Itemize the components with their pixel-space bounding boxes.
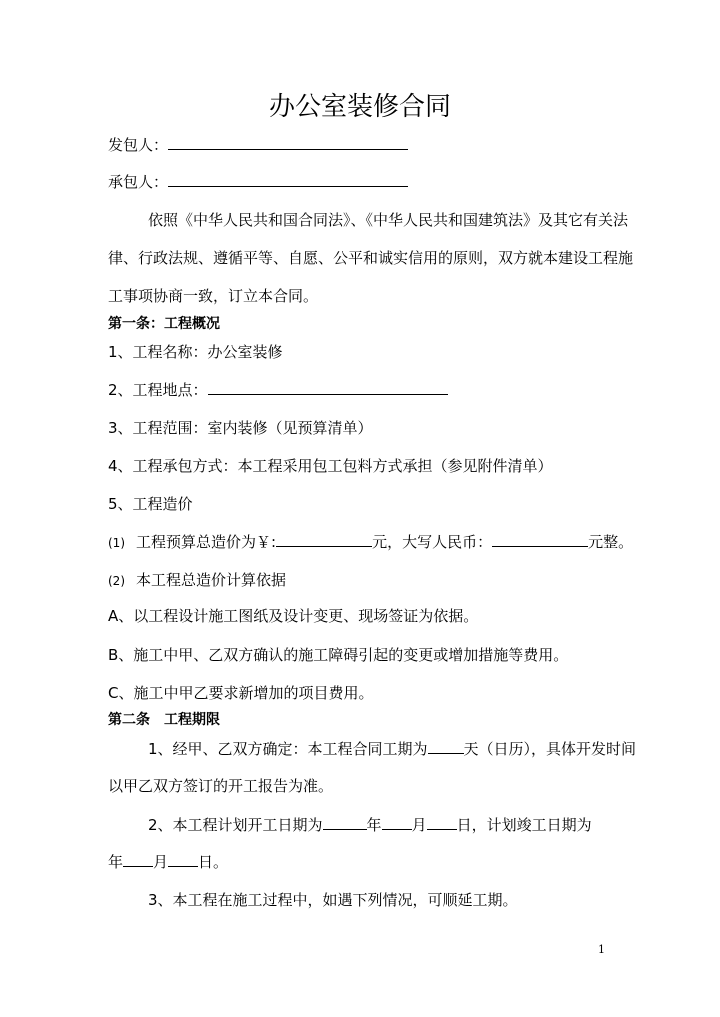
end-month-blank bbox=[123, 852, 153, 867]
location-blank bbox=[208, 380, 448, 395]
term-2-year-2: 年 bbox=[108, 853, 124, 871]
sub-item-1-line bbox=[108, 532, 633, 553]
end-day-blank bbox=[168, 852, 198, 867]
term-2-day: 日，计划竣工日期为 bbox=[456, 816, 592, 834]
article-2-heading: 第二条 工程期限 bbox=[108, 712, 220, 728]
intro-line-2: 律、行政法规、遵循平等、自愿、公平和诚实信用的原则，双方就本建设工程施 bbox=[108, 249, 634, 267]
party-a-label: 发包人： bbox=[108, 136, 169, 154]
article-1-heading: 第一条：工程概况 bbox=[108, 316, 220, 332]
term-2-line-2 bbox=[108, 852, 228, 872]
term-2-month-2: 月 bbox=[153, 853, 169, 871]
item-1: 1、工程名称：办公室装修 bbox=[108, 343, 283, 361]
party-a-blank bbox=[168, 135, 408, 150]
price-words-blank bbox=[492, 532, 588, 547]
term-3: 3、本工程在施工过程中，如遇下列情况，可顺延工期。 bbox=[148, 891, 518, 909]
party-b-line bbox=[108, 172, 408, 192]
sub-item-2-num: (2) bbox=[108, 574, 125, 588]
term-1-text-a: 1、经甲、乙双方确定：本工程合同工期为 bbox=[148, 740, 428, 758]
term-2-line bbox=[148, 815, 592, 835]
item-3: 3、工程范围：室内装修（见预算清单） bbox=[108, 419, 373, 437]
sub-item-1-text-b: 元，大写人民币： bbox=[372, 533, 493, 551]
party-b-blank bbox=[168, 172, 408, 187]
basis-c: C、施工中甲乙要求新增加的项目费用。 bbox=[108, 684, 374, 702]
term-2-day-2: 日。 bbox=[198, 853, 229, 871]
item-5: 5、工程造价 bbox=[108, 495, 193, 513]
page-number: 1 bbox=[598, 943, 605, 956]
basis-a: A、以工程设计施工图纸及设计变更、现场签证为依据。 bbox=[108, 607, 479, 625]
start-day-blank bbox=[427, 815, 457, 830]
sub-item-1-text-c: 元整。 bbox=[588, 533, 634, 551]
sub-item-2-line bbox=[108, 570, 286, 591]
document-title: 办公室装修合同 bbox=[268, 92, 451, 122]
party-a-line bbox=[108, 135, 408, 155]
basis-b: B、施工中甲、乙双方确认的施工障碍引起的变更或增加措施等费用。 bbox=[108, 646, 569, 664]
sub-item-2-text: 本工程总造价计算依据 bbox=[136, 571, 287, 589]
item-2-label: 2、工程地点： bbox=[108, 381, 208, 399]
term-2-year: 年 bbox=[366, 816, 382, 834]
start-month-blank bbox=[382, 815, 412, 830]
party-b-label: 承包人： bbox=[108, 173, 169, 191]
term-1-line-2: 以甲乙双方签订的开工报告为准。 bbox=[108, 777, 334, 795]
days-blank bbox=[428, 739, 464, 754]
sub-item-1-num: (1) bbox=[108, 536, 125, 550]
start-year-blank bbox=[323, 815, 367, 830]
sub-item-1-text-a: 工程预算总造价为￥: bbox=[136, 533, 277, 551]
intro-line-1: 依照《中华人民共和国合同法》、《中华人民共和国建筑法》及其它有关法 bbox=[148, 211, 629, 229]
item-2-line bbox=[108, 380, 448, 400]
term-2-month: 月 bbox=[411, 816, 427, 834]
intro-line-3: 工事项协商一致，订立本合同。 bbox=[108, 287, 319, 305]
term-1-line bbox=[148, 739, 636, 759]
price-blank bbox=[276, 532, 372, 547]
term-1-text-b: 天（日历），具体开发时间 bbox=[463, 740, 637, 758]
item-4: 4、工程承包方式：本工程采用包工包料方式承担（参见附件清单） bbox=[108, 457, 553, 475]
term-2-text-a: 2、本工程计划开工日期为 bbox=[148, 816, 323, 834]
